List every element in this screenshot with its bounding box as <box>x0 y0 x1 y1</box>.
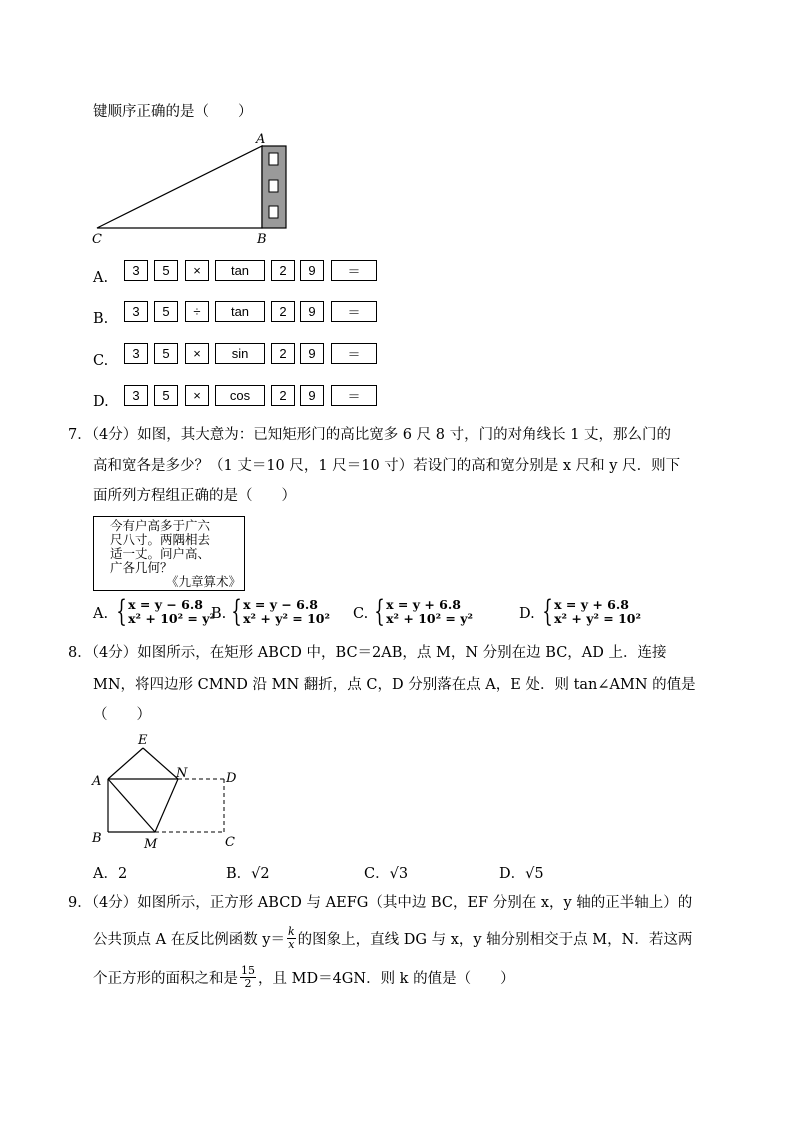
quote-line: 广各几何？ <box>110 560 173 575</box>
q8-option-a <box>93 862 127 883</box>
equation: x = y − 6.8 <box>128 597 203 612</box>
option-label: B． <box>226 866 252 882</box>
numerator: k <box>288 924 295 938</box>
calc-key: ＝ <box>331 343 377 364</box>
point-d-label: D <box>226 771 237 786</box>
calc-key: × <box>185 385 209 406</box>
equation: x = y − 6.8 <box>243 597 318 612</box>
q8-line-2: MN，将四边形 CMND 沿 MN 翻折，点 C，D 分别落在点 A，E 处．则 tan∠AMN 的值是 <box>93 677 696 693</box>
point-e-label: E <box>138 733 148 748</box>
q6-triangle-figure <box>85 128 300 248</box>
option-value: √5 <box>525 866 544 882</box>
window <box>269 180 278 192</box>
point-b-label: B <box>92 831 102 846</box>
point-a-label: A <box>92 774 102 789</box>
calc-key: ＝ <box>331 385 377 406</box>
point-b-label: B <box>257 232 267 247</box>
q8-line-3: （ ） <box>93 707 151 723</box>
fraction-k-over-x <box>287 926 296 951</box>
quote-line: 适一丈。问户高、 <box>110 546 211 561</box>
q7-option-b-label: B. <box>211 606 227 622</box>
calc-key: 2 <box>271 385 295 406</box>
calc-key: 9 <box>300 385 324 406</box>
calc-key: 3 <box>124 260 148 281</box>
q8-option-c <box>364 862 408 883</box>
q6-option-c-label: C. <box>93 353 109 369</box>
window <box>269 153 278 165</box>
calc-key: ＝ <box>331 260 377 281</box>
denominator: x <box>288 937 295 951</box>
q7-option-d-system <box>538 594 641 629</box>
q6-option-b-keys <box>124 301 384 323</box>
calc-key: cos <box>215 385 265 406</box>
fraction-15-over-2 <box>240 965 256 990</box>
quote-source: 《九章算术》 <box>166 574 242 589</box>
calc-key: tan <box>215 301 265 322</box>
option-value: √2 <box>251 866 270 882</box>
q7-option-a-system <box>112 594 215 629</box>
calc-key: 2 <box>271 260 295 281</box>
q8-line-1: 8．（4分）如图所示，在矩形 ABCD 中，BC＝2AB，点 M，N 分别在边 BC，AD 上．连接 <box>68 645 667 661</box>
calc-key: tan <box>215 260 265 281</box>
q6-option-b-label: B. <box>93 311 109 327</box>
calc-key: 2 <box>271 343 295 364</box>
calc-key: × <box>185 343 209 364</box>
calc-key: 5 <box>154 385 178 406</box>
q7-line-1: 7．（4分）如图，其大意为：已知矩形门的高比宽多 6 尺 8 寸，门的对角线长 1 丈，那么门的 <box>68 427 672 443</box>
q7-option-c-label: C. <box>353 606 369 622</box>
text-segment: 个正方形的面积之和是 <box>93 970 238 987</box>
calc-key: sin <box>215 343 265 364</box>
q6-option-c-keys <box>124 343 384 365</box>
text-segment: 的图象上，直线 DG 与 x，y 轴分别相交于点 M，N．若这两 <box>297 931 693 948</box>
q7-line-3: 面所列方程组正确的是（ ） <box>93 488 296 504</box>
brace: { <box>231 594 242 629</box>
q7-option-a-label: A. <box>93 606 109 622</box>
calc-key: 2 <box>271 301 295 322</box>
q7-option-c-system <box>370 594 473 629</box>
point-n-label: N <box>176 766 188 781</box>
calc-key: ＝ <box>331 301 377 322</box>
option-value: √3 <box>389 866 409 882</box>
q8-option-b <box>226 862 270 883</box>
q9-line-3 <box>93 960 515 994</box>
calc-key: 5 <box>154 260 178 281</box>
equation: x² + 10² = y² <box>128 611 215 626</box>
point-c-label: C <box>92 232 102 247</box>
point-c-label: C <box>225 835 235 850</box>
q6-stem-tail: 键顺序正确的是（ ） <box>93 104 253 120</box>
q7-line-2: 高和宽各是多少？（1 丈＝10 尺，1 尺＝10 寸）若设门的高和宽分别是 x 尺和 y 尺．则下 <box>93 458 681 474</box>
text-segment: ，且 MD＝4GN．则 k 的值是（ ） <box>258 970 515 987</box>
text-segment: 公共顶点 A 在反比例函数 y＝ <box>93 931 285 948</box>
triangle-abc <box>97 146 262 228</box>
equation: x = y + 6.8 <box>554 597 629 612</box>
q7-option-b-system <box>227 594 330 629</box>
option-label: D． <box>499 866 526 882</box>
brace: { <box>374 594 385 629</box>
option-value: 2 <box>117 866 128 882</box>
calc-key: 9 <box>300 343 324 364</box>
q8-option-d <box>499 862 544 883</box>
brace: { <box>116 594 127 629</box>
equation: x² + y² = 10² <box>554 611 641 626</box>
quote-line: 尺八寸。两隅相去 <box>110 532 211 547</box>
window <box>269 206 278 218</box>
calc-key: 3 <box>124 343 148 364</box>
q8-rectangle-fold-figure <box>88 732 248 856</box>
quote-line: 今有户高多于广六 <box>110 518 211 533</box>
calc-key: 3 <box>124 385 148 406</box>
calc-key: 3 <box>124 301 148 322</box>
calc-key: 5 <box>154 301 178 322</box>
point-a-label: A <box>256 132 266 147</box>
calc-key: × <box>185 260 209 281</box>
q9-line-2 <box>93 921 692 955</box>
q6-option-d-label: D. <box>93 394 109 410</box>
q7-quote-box <box>93 516 245 591</box>
q6-option-a-keys <box>124 260 384 282</box>
option-label: C． <box>364 866 390 882</box>
equation: x² + 10² = y² <box>386 611 473 626</box>
calc-key: 9 <box>300 301 324 322</box>
numerator: 15 <box>241 963 255 977</box>
q9-line-1: 9．（4分）如图所示，正方形 ABCD 与 AEFG（其中边 BC，EF 分别在 x，y 轴的正半轴上）的 <box>68 895 693 911</box>
q6-option-d-keys <box>124 385 384 407</box>
calc-key: 5 <box>154 343 178 364</box>
equation: x = y + 6.8 <box>386 597 461 612</box>
calc-key: 9 <box>300 260 324 281</box>
equation: x² + y² = 10² <box>243 611 330 626</box>
denominator: 2 <box>244 976 252 990</box>
option-label: A． <box>93 866 118 882</box>
calc-key: ÷ <box>185 301 209 322</box>
brace: { <box>542 594 553 629</box>
q7-option-d-label: D. <box>519 606 535 622</box>
point-m-label: M <box>144 837 158 852</box>
q6-option-a-label: A. <box>93 270 109 286</box>
